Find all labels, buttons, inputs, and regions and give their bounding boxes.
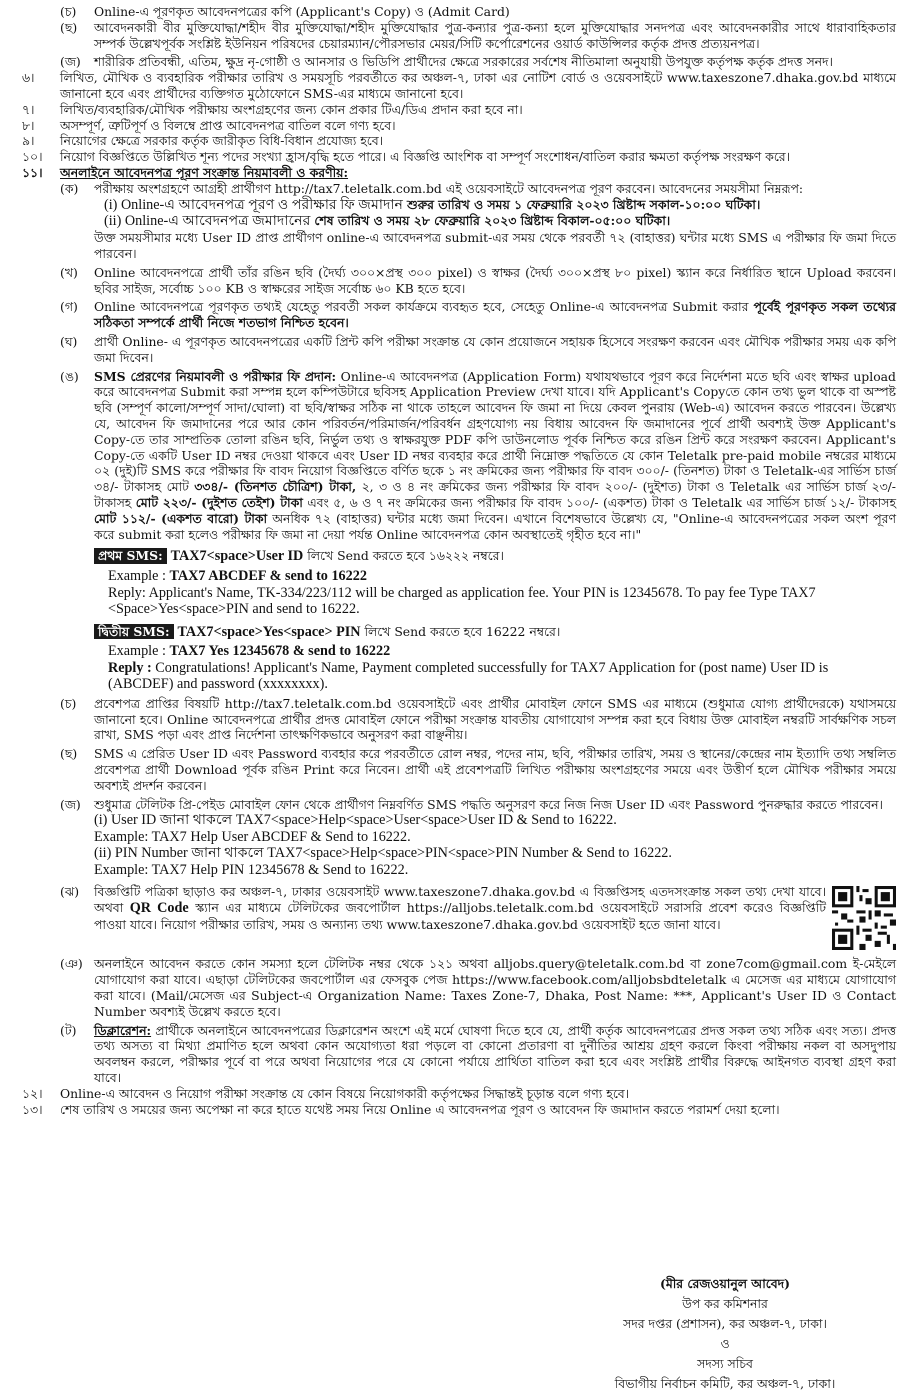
sms-first-reply: Reply: Applicant's Name, TK-334/223/112 will be charged as application fee. Your PIN is 12345678. To pay fee Type TAX7 <Space>Yes<space>PIN and send to 16222. xyxy=(108,584,816,618)
sub-body xyxy=(94,369,896,543)
sub-marker: (ঝ) xyxy=(60,884,80,900)
sub-marker: (চ) xyxy=(60,695,77,711)
sub-text: শুধুমাত্র টেলিটক প্রি-পেইড মোবাইল ফোন থেকে প্রার্থীগণ নিম্নবর্ণিত SMS পদ্ধতি অনুসরণ করে নিজ নিজ User ID এবং Password পুনরুদ্ধার করতে পারবেন। xyxy=(94,796,883,812)
sub-text: পরীক্ষায় অংশগ্রহণে আগ্রহী প্রার্থীগণ http://tax7.teletalk.com.bd এই ওয়েবসাইটে আবেদনপত্র পূরণ করবেন। আবেদনের সময়সীমা নিম্নরূপ: xyxy=(94,180,804,196)
example-text: TAX7 Yes 12345678 & send to 16222 xyxy=(169,643,391,660)
sub-body xyxy=(94,797,896,879)
fee-amount: মোট ২২৩/- (দুইশত তেইশ) টাকা xyxy=(135,494,303,510)
item-text: শেষ তারিখ ও সময়ের জন্য অপেক্ষা না করে হাতে যথেষ্ট সময় নিয়ে Online এ আবেদনপত্র পূরণ ও আবেদন ফি জমাদান করতে পরামর্শ দেয়া হলো। xyxy=(60,1101,780,1117)
sms-command-tail: লিখে Send করতে হবে ১৬২২২ নম্বরে। xyxy=(307,548,504,564)
main-item xyxy=(22,70,896,102)
sms-command: TAX7<space>Yes<space> PIN xyxy=(177,623,361,640)
sub-marker: (ছ) xyxy=(60,746,78,762)
sub-text: আবেদনকারী বীর মুক্তিযোদ্ধা/শহীদ বীর মুক্তিযোদ্ধা/শহীদ মুক্তিযোদ্ধার পুত্র-কন্যার পুত্র-কন্যা হলে মুক্তিযোদ্ধার সনদপত্র এবং আবেদনকারীর সাথে ধারাবাহিকতার সম্পর্ক উল্লেখপূর্বক সংশ্লিষ্ট ইউনিয়ন পরিষদের চেয়ারম্যান/পৌরসভার মেয়র/সিটি কর্পোরেশনের ওয়ার্ড কাউন্সিলর কর্তৃক প্রদত্ত প্রত্যয়নপত্র। xyxy=(94,19,896,51)
main-item xyxy=(22,102,896,118)
main-item xyxy=(22,118,896,134)
recovery-line: Example: TAX7 Help PIN 12345678 & Send to 16222. xyxy=(94,861,409,878)
signatory-committee: বিভাগীয় নির্বাচন কমিটি, কর অঞ্চল-৭, ঢাকা। xyxy=(614,1376,836,1391)
item-text: নিয়োগের ক্ষেত্রে সরকার কর্তৃক জারীকৃত বিধি-বিধান প্রযোজ্য হবে। xyxy=(60,133,384,149)
sub-text: প্রার্থীকে অনলাইনে আবেদনপত্রের ডিক্লারেশন অংশে এই মর্মে ঘোষণা দিতে হবে যে, প্রার্থী কর্তৃক আবেদনপত্রের প্রদত্ত সকল তথ্য সঠিক এবং সত্য। প্রদত্ত তথ্য অসত্য বা মিথ্যা প্রমাণিত হলে অথবা কোন অযোগ্যতা ধরা পড়লে বা কোনো প্রতারণা বা দুর্নীতির আশ্রয় গ্রহণ করলে কিংবা পরীক্ষায় নকল বা অসদুপায় অবলম্বন করলে, পরীক্ষার পূর্বে বা পরে অথবা নিয়োগের পরে যে কোনো পর্যায়ে প্রার্থিতা বাতিল করা হবে এবং সংশ্লিষ্ট প্রার্থীর বিরুদ্ধে আইনগত ব্যবস্থা গ্রহণ করা যাবে। xyxy=(94,1022,897,1086)
sub-body xyxy=(94,181,896,262)
sub-marker: (ঞ) xyxy=(60,956,83,972)
sms-second-reply xyxy=(108,660,896,693)
sub-text: অনধিক ৭২ (বাহাত্তর) ঘন্টার মধ্যে জমা দিবেন। এখানে বিশেষভাবে উল্লেখ্য যে, "Online-এ আবেদনপত্রের সকল অংশ পূরণ করে submit করা হলেও পরীক্ষার ফি জমা না দেয়া পর্যন্ত Online আবেদনপত্র কোন অবস্থাতেই গৃহীত হবে না।" xyxy=(94,510,896,542)
item-text: অসম্পূর্ণ, ত্রুটিপূর্ণ ও বিলম্বে প্রাপ্ত আবেদনপত্র বাতিল বলে গণ্য হবে। xyxy=(60,117,396,133)
sms-first-instruction xyxy=(94,548,896,565)
item-text: Online-এ আবেদন ও নিয়োগ পরীক্ষা সংক্রান্ত যে কোন বিষয়ে নিয়োগকারী কর্তৃপক্ষের সিদ্ধান্তই চূড়ান্ত বলে গণ্য হবে। xyxy=(60,1085,630,1101)
sub-item-nio xyxy=(22,956,896,1019)
sub-body xyxy=(94,884,896,950)
deadline-start xyxy=(104,197,896,214)
signatory-conjunction: ও xyxy=(720,1336,730,1351)
fee-amount: ৩৩৪/- (তিনশত চৌত্রিশ) টাকা, xyxy=(194,479,357,495)
sub-marker: (ছ) xyxy=(60,19,78,35)
sub-text: শারীরিক প্রতিবন্ধী, এতিম, ক্ষুদ্র নৃ-গোষ্ঠী ও আনসার ও ভিডিপি প্রার্থীদের ক্ষেত্রে সরকারের সর্বশেষ নীতিমালা অনুযায়ী উপযুক্ত কর্তৃপক্ষ কর্তৃক প্রদত্ত সনদ। xyxy=(94,54,833,70)
item-number: ৭। xyxy=(22,101,35,117)
item-11 xyxy=(22,165,896,1086)
signatory-role: সদস্য সচিব xyxy=(697,1356,753,1371)
sms-second-instruction xyxy=(94,624,896,641)
item-number: ১২। xyxy=(22,1085,43,1101)
sub-item-ta xyxy=(22,1023,896,1086)
item-number: ৯। xyxy=(22,133,35,149)
sub-marker: (ট) xyxy=(60,1022,77,1038)
sms-first-example xyxy=(108,568,896,585)
sub-text: Online আবেদনপত্রে পূরণকৃত তথ্যই যেহেতু পরবর্তী সকল কার্যক্রমে ব্যবহৃত হবে, সেহেতু Online-এ আবেদনপত্র Submit করার xyxy=(94,299,749,315)
sub-item-ja xyxy=(22,797,896,879)
sub-text: প্রার্থী Online- এ পূরণকৃত আবেদনপত্রের একটি প্রিন্ট কপি পরীক্ষা সংক্রান্ত যে কোন প্রয়োজনে সহায়ক হিসেবে সংরক্ষণ করবেন এবং মৌখিক পরীক্ষার সময় এক কপি জমা দিবেন। xyxy=(94,333,896,365)
sub-title: ডিক্লারেশন: xyxy=(94,1022,152,1038)
deadline-start-label: (i) Online-এ আবেদনপত্র পূরণ ও পরীক্ষার ফি জমাদান xyxy=(104,196,403,213)
item10-subs xyxy=(22,4,896,70)
item-11-heading-row xyxy=(22,165,896,181)
sub-marker: (জ) xyxy=(60,54,81,70)
sub-text-emphasis: পূর্বেই পূরণকৃত সকল তথ্যের সঠিকতা সম্পর্কে প্রার্থী নিজে শতভাগ নিশ্চিত হবেন। xyxy=(94,299,896,331)
sub-text: উক্ত সময়সীমার মধ্যে User ID প্রাপ্ত প্রার্থীগণ online-এ আবেদনপত্র submit-এর সময় থেকে পরবর্তী ৭২ (বাহাত্তর) ঘন্টার মধ্যে SMS এ পরীক্ষার ফি জমা দিতে পারবেন। xyxy=(94,230,896,261)
recovery-line: (ii) PIN Number জানা থাকলে TAX7<space>Help<space>PIN<space>PIN Number & Send to 16222. xyxy=(94,845,672,862)
recovery-line: (i) User ID জানা থাকলে TAX7<space>Help<space>User<space>User ID & Send to 16222. xyxy=(94,812,617,829)
sub-item xyxy=(22,54,896,70)
sub-text-wrap xyxy=(94,884,826,950)
sub-marker: (ঙ) xyxy=(60,368,79,384)
recovery-line: Example: TAX7 Help User ABCDEF & Send to 16222. xyxy=(94,828,411,845)
section-title: অনলাইনে আবেদনপত্র পূরণ সংক্রান্ত নিয়মাবলী ও করণীয়: xyxy=(60,164,349,180)
sub-item-kha xyxy=(22,265,896,297)
item-text: নিয়োগ বিজ্ঞপ্তিতে উল্লিখিত শূন্য পদের সংখ্যা হ্রাস/বৃদ্ধি হতে পারে। এ বিজ্ঞপ্তি আংশিক বা সম্পূর্ণ সংশোধন/বাতিল করার ক্ষমতা কর্তৃপক্ষ সংরক্ষণ করে। xyxy=(60,149,791,165)
sub-text: বিজ্ঞপ্তিটি পত্রিকা ছাড়াও কর অঞ্চল-৭, ঢাকার ওয়েবসাইট www.taxeszone7.dhaka.gov.bd এ বিজ্ঞপ্তিসহ এতদসংক্রান্ত সকল তথ্য দেখা যাবে। অথবা xyxy=(94,884,826,916)
example-label: Example : xyxy=(108,568,166,585)
deadline-end-label: (ii) Online-এ আবেদনপত্র জমাদানের xyxy=(104,213,311,230)
sub-body xyxy=(94,299,896,331)
qr-code-image[interactable] xyxy=(832,886,896,950)
sub-text: Online আবেদনপত্রে প্রার্থী তাঁর রঙিন ছবি (দৈর্ঘ্য ৩০০×প্রস্থ ৩০০ pixel) ও স্বাক্ষর (দৈর্ঘ্য ৩০০×প্রস্থ ৮০ pixel) স্ক্যান করে নির্ধারিত স্থানে Upload করবেন। ছবির সাইজ, সর্বোচ্চ ১০০ KB ও স্বাক্ষরের সাইজ সর্বোচ্চ ৬০ KB হতে হবে। xyxy=(94,264,896,296)
main-item xyxy=(22,1102,896,1118)
item-number: ৮। xyxy=(22,117,35,133)
deadline-start-value: শুরুর তারিখ ও সময় ১ ফেব্রুয়ারি ২০২৩ খ্রিষ্টাব্দ সকাল-১০:০০ ঘটিকা। xyxy=(406,196,761,212)
sub-marker: (ঘ) xyxy=(60,333,78,349)
main-item xyxy=(22,149,896,165)
sub-text: ২, ৩ ও ৪ নং ক্রমিকের জন্য পরীক্ষার ফি বাবদ ২০০/- (দুইশত) টাকা ও Teletalk এর সার্ভিস চার্জ ২৩/- টাকাসহ xyxy=(94,479,896,510)
sms-command-tail: লিখে Send করতে হবে 16222 নম্বরে। xyxy=(364,623,561,639)
main-items xyxy=(22,70,896,165)
sub-item-uo xyxy=(22,369,896,543)
sub-text: Online-এ আবেদনপত্র (Application Form) যথাযথভাবে পূরণ করে নির্দেশনা মতে ছবি এবং স্বাক্ষর upload করে আবেদনপত্র Submit করা সম্পন্ন হলে কম্পিউটারে ছবিসহ Application Preview দেখা যাবে। যদি Applicant's Copyতে কোন তথ্য ভুল থাকে বা অস্পষ্ট ছবি (সম্পূর্ণ কালো/সম্পূর্ণ সাদা/ঘোলা) বা ছবি/স্বাক্ষর সঠিক না থাকে তাহলে আবেদন ফি জমা না দিয়ে কেবল পুনরায় (Web-এ) আবেদন করতে পারবেন। উল্লেখ্য যে, আবেদন ফি জমাদানের পরে আর কোন পরিবর্তন/পরিমার্জন/পরিবর্ধন গ্রহণযোগ্য নয় বিধায় আবেদন ফি জমাদানের পূর্বে প্রার্থী অবশ্যই উক্ত Applicant's Copy-তে তার সাম্প্রতিক তোলা রঙিন ছবি, নির্ভুল তথ্য ও স্বাক্ষরযুক্ত PDF কপি ডাউনলোড পূর্বক নিশ্চিত করে রঙিন প্রিন্ট করে সংরক্ষণ করবেন। Applicant's Copy-তে একটি User ID নম্বর দেওয়া থাকবে এবং User ID নম্বর ব্যবহার করে প্রার্থী নিম্নোক্ত পদ্ধতিতে যে কোন Teletalk pre-paid mobile নম্বরের মাধ্যমে ০২ (দুই)টি SMS করে পরীক্ষার ফি বাবদ নিয়োগ বিজ্ঞপ্তিতে বর্ণিত ছকে ১ নং ক্রমিকের জন্য পরীক্ষার ফি বাবদ ৩০০/- (তিনশত) টাকা ও Teletalk-এর সার্ভিস চার্জ ৩৪/- টাকাসহ মোট xyxy=(94,368,896,495)
sub-text: Online-এ পূরণকৃত আবেদনপত্রের কপি (Applicant's Copy) ও (Admit Card) xyxy=(94,4,510,19)
reply-label: Reply : xyxy=(108,659,152,676)
sms-second-example xyxy=(108,643,896,660)
sub-item xyxy=(22,4,896,20)
sub-text: স্ক্যান এর মাধ্যমে টেলিটকের জবপোর্টাল https://alljobs.teletalk.com.bd ওয়েবসাইটে সরাসরি প্রবেশ করেও বিজ্ঞপ্তিটি পাওয়া যাবে। নিয়োগ পরীক্ষার তারিখ, সময় ও অন্যান্য তথ্য www.taxeszone7.dhaka.gov.bd ওয়েবসাইট হতে জানা যাবে। xyxy=(94,900,826,933)
fee-amount: মোট ১১২/- (একশত বারো) টাকা xyxy=(94,510,268,526)
sub-marker: (ক) xyxy=(60,180,79,196)
sub-marker: (খ) xyxy=(60,264,78,280)
sub-item-gha xyxy=(22,334,896,366)
sub-item-ga xyxy=(22,299,896,331)
sub-item xyxy=(22,20,896,52)
sub-marker: (চ) xyxy=(60,4,77,19)
deadline-end xyxy=(104,213,896,230)
sms-label: প্রথম SMS: xyxy=(94,548,167,564)
example-label: Example : xyxy=(108,643,166,660)
item-number: ১১। xyxy=(22,164,43,180)
item-text: লিখিত, মৌখিক ও ব্যবহারিক পরীক্ষার তারিখ ও সময়সূচি পরবর্তীতে কর অঞ্চল-৭, ঢাকা এর নোটিশ বোর্ড ও ওয়েবসাইটে www.taxeszone7.dhaka.gov.bd মাধ্যমে জানানো হবে এবং প্রার্থীদের ব্যক্তিগত মুঠোফোনে SMS-এর মাধ্যমে জানানো হবে। xyxy=(60,70,896,101)
item-number: ১০। xyxy=(22,149,43,165)
sub-text: SMS এ প্রেরিত User ID এবং Password ব্যবহার করে পরবর্তীতে রোল নম্বর, পদের নাম, ছবি, পরীক্ষার তারিখ, সময় ও স্থানের/কেন্দ্রের নাম ইত্যাদি তথ্য সম্বলিত প্রবেশপত্র প্রার্থী Download পূর্বক রঙিন Print করে নিবেন। প্রার্থী এই প্রবেশপত্রটি লিখিত পরীক্ষায় অংশগ্রহণের সময়ে এবং উত্তীর্ণ হলে মৌখিক পরীক্ষার সময়ে অবশ্যই প্রদর্শন করবেন। xyxy=(94,746,896,793)
sub-item-ka xyxy=(22,181,896,262)
deadline-end-value: শেষ তারিখ ও সময় ২৮ ফেব্রুয়ারি ২০২৩ খ্রিষ্টাব্দ বিকাল-০৫:০০ ঘটিকা। xyxy=(314,213,671,229)
sub-text: প্রবেশপত্র প্রাপ্তির বিষয়টি http://tax7.teletalk.com.bd ওয়েবসাইটে এবং প্রার্থীর মোবাইল ফোনে SMS এর মাধ্যমে (শুধুমাত্র যোগ্য প্রার্থীদেরকে) যথাসময়ে জানানো হবে। Online আবেদনপত্রে প্রার্থীর প্রদত্ত মোবাইল ফোনে পরীক্ষা সংক্রান্ত যাবতীয় যোগাযোগ সম্পন্ন করা হবে বিধায় উক্ত মোবাইল নম্বরটি সার্বক্ষণিক সচল রাখা, SMS পড়া এবং প্রাপ্ত নির্দেশনা তাৎক্ষণিকভাবে অনুসরণ করা বাঞ্ছনীয়। xyxy=(94,695,896,743)
sms-command: TAX7<space>User ID xyxy=(170,548,304,565)
main-item xyxy=(22,133,896,149)
signatory-office: সদর দপ্তর (প্রশাসন), কর অঞ্চল-৭, ঢাকা। xyxy=(623,1316,827,1331)
main-item xyxy=(22,1086,896,1102)
sub-title: SMS প্রেরণের নিয়মাবলী ও পরীক্ষার ফি প্রদান: xyxy=(94,368,337,384)
signatory-designation: উপ কর কমিশনার xyxy=(682,1296,768,1311)
qr-code-label: QR Code xyxy=(129,900,189,917)
sub-text: এবং ৫, ৬ ও ৭ নং ক্রমিকের জন্য পরীক্ষার ফি বাবদ ১০০/- (একশত) টাকা ও Teletalk এর সার্ভিস চার্জ ১২/- টাকাসহ xyxy=(307,494,896,510)
item-number: ৬। xyxy=(22,70,35,86)
end-items xyxy=(22,1086,896,1118)
sub-marker: (গ) xyxy=(60,299,78,315)
sub-item-cha xyxy=(22,696,896,743)
sub-marker: (জ) xyxy=(60,796,81,812)
sub-item-chha xyxy=(22,746,896,793)
sub-body xyxy=(94,1023,896,1086)
sub-item-jha xyxy=(22,884,896,950)
sub-text: অনলাইনে আবেদন করতে কোন সমস্যা হলে টেলিটক নম্বর থেকে ১২১ অথবা alljobs.query@teletalk.com.bd বা zone7com@gmail.com ই-মেইলে যোগাযোগ করা যাবে। এছাড়া টেলিটকের জবপোর্টাল এর ফেসবুক পেজ https://www.facebook.com/alljobsbdteletalk এ মেসেজ এর মাধ্যমে যোগাযোগ করা যাবে। (Mail/মেসেজ এর Subject-এ Organization Name: Taxes Zone-7, Dhaka, Post Name: ***, Applicant's User ID ও Contact Number অবশ্যই উল্লেখ করতে হবে। xyxy=(94,956,896,1019)
item-text: লিখিত/ব্যবহারিক/মৌখিক পরীক্ষায় অংশগ্রহণের জন্য কোন প্রকার টিএ/ডিএ প্রদান করা হবে না। xyxy=(60,101,523,117)
signatory-name: (মীর রেজওয়ানুল আবেদ) xyxy=(660,1276,790,1291)
example-text: TAX7 ABCDEF & send to 16222 xyxy=(169,568,367,585)
reply-text: Congratulations! Applicant's Name, Payment completed successfully for TAX7 Application for (post name) User ID is (ABCDEF) and password (xxxxxxxx). xyxy=(108,659,829,693)
signature-block xyxy=(560,1274,890,1394)
sms-label: দ্বিতীয় SMS: xyxy=(94,624,174,640)
item-number: ১৩। xyxy=(22,1101,43,1117)
